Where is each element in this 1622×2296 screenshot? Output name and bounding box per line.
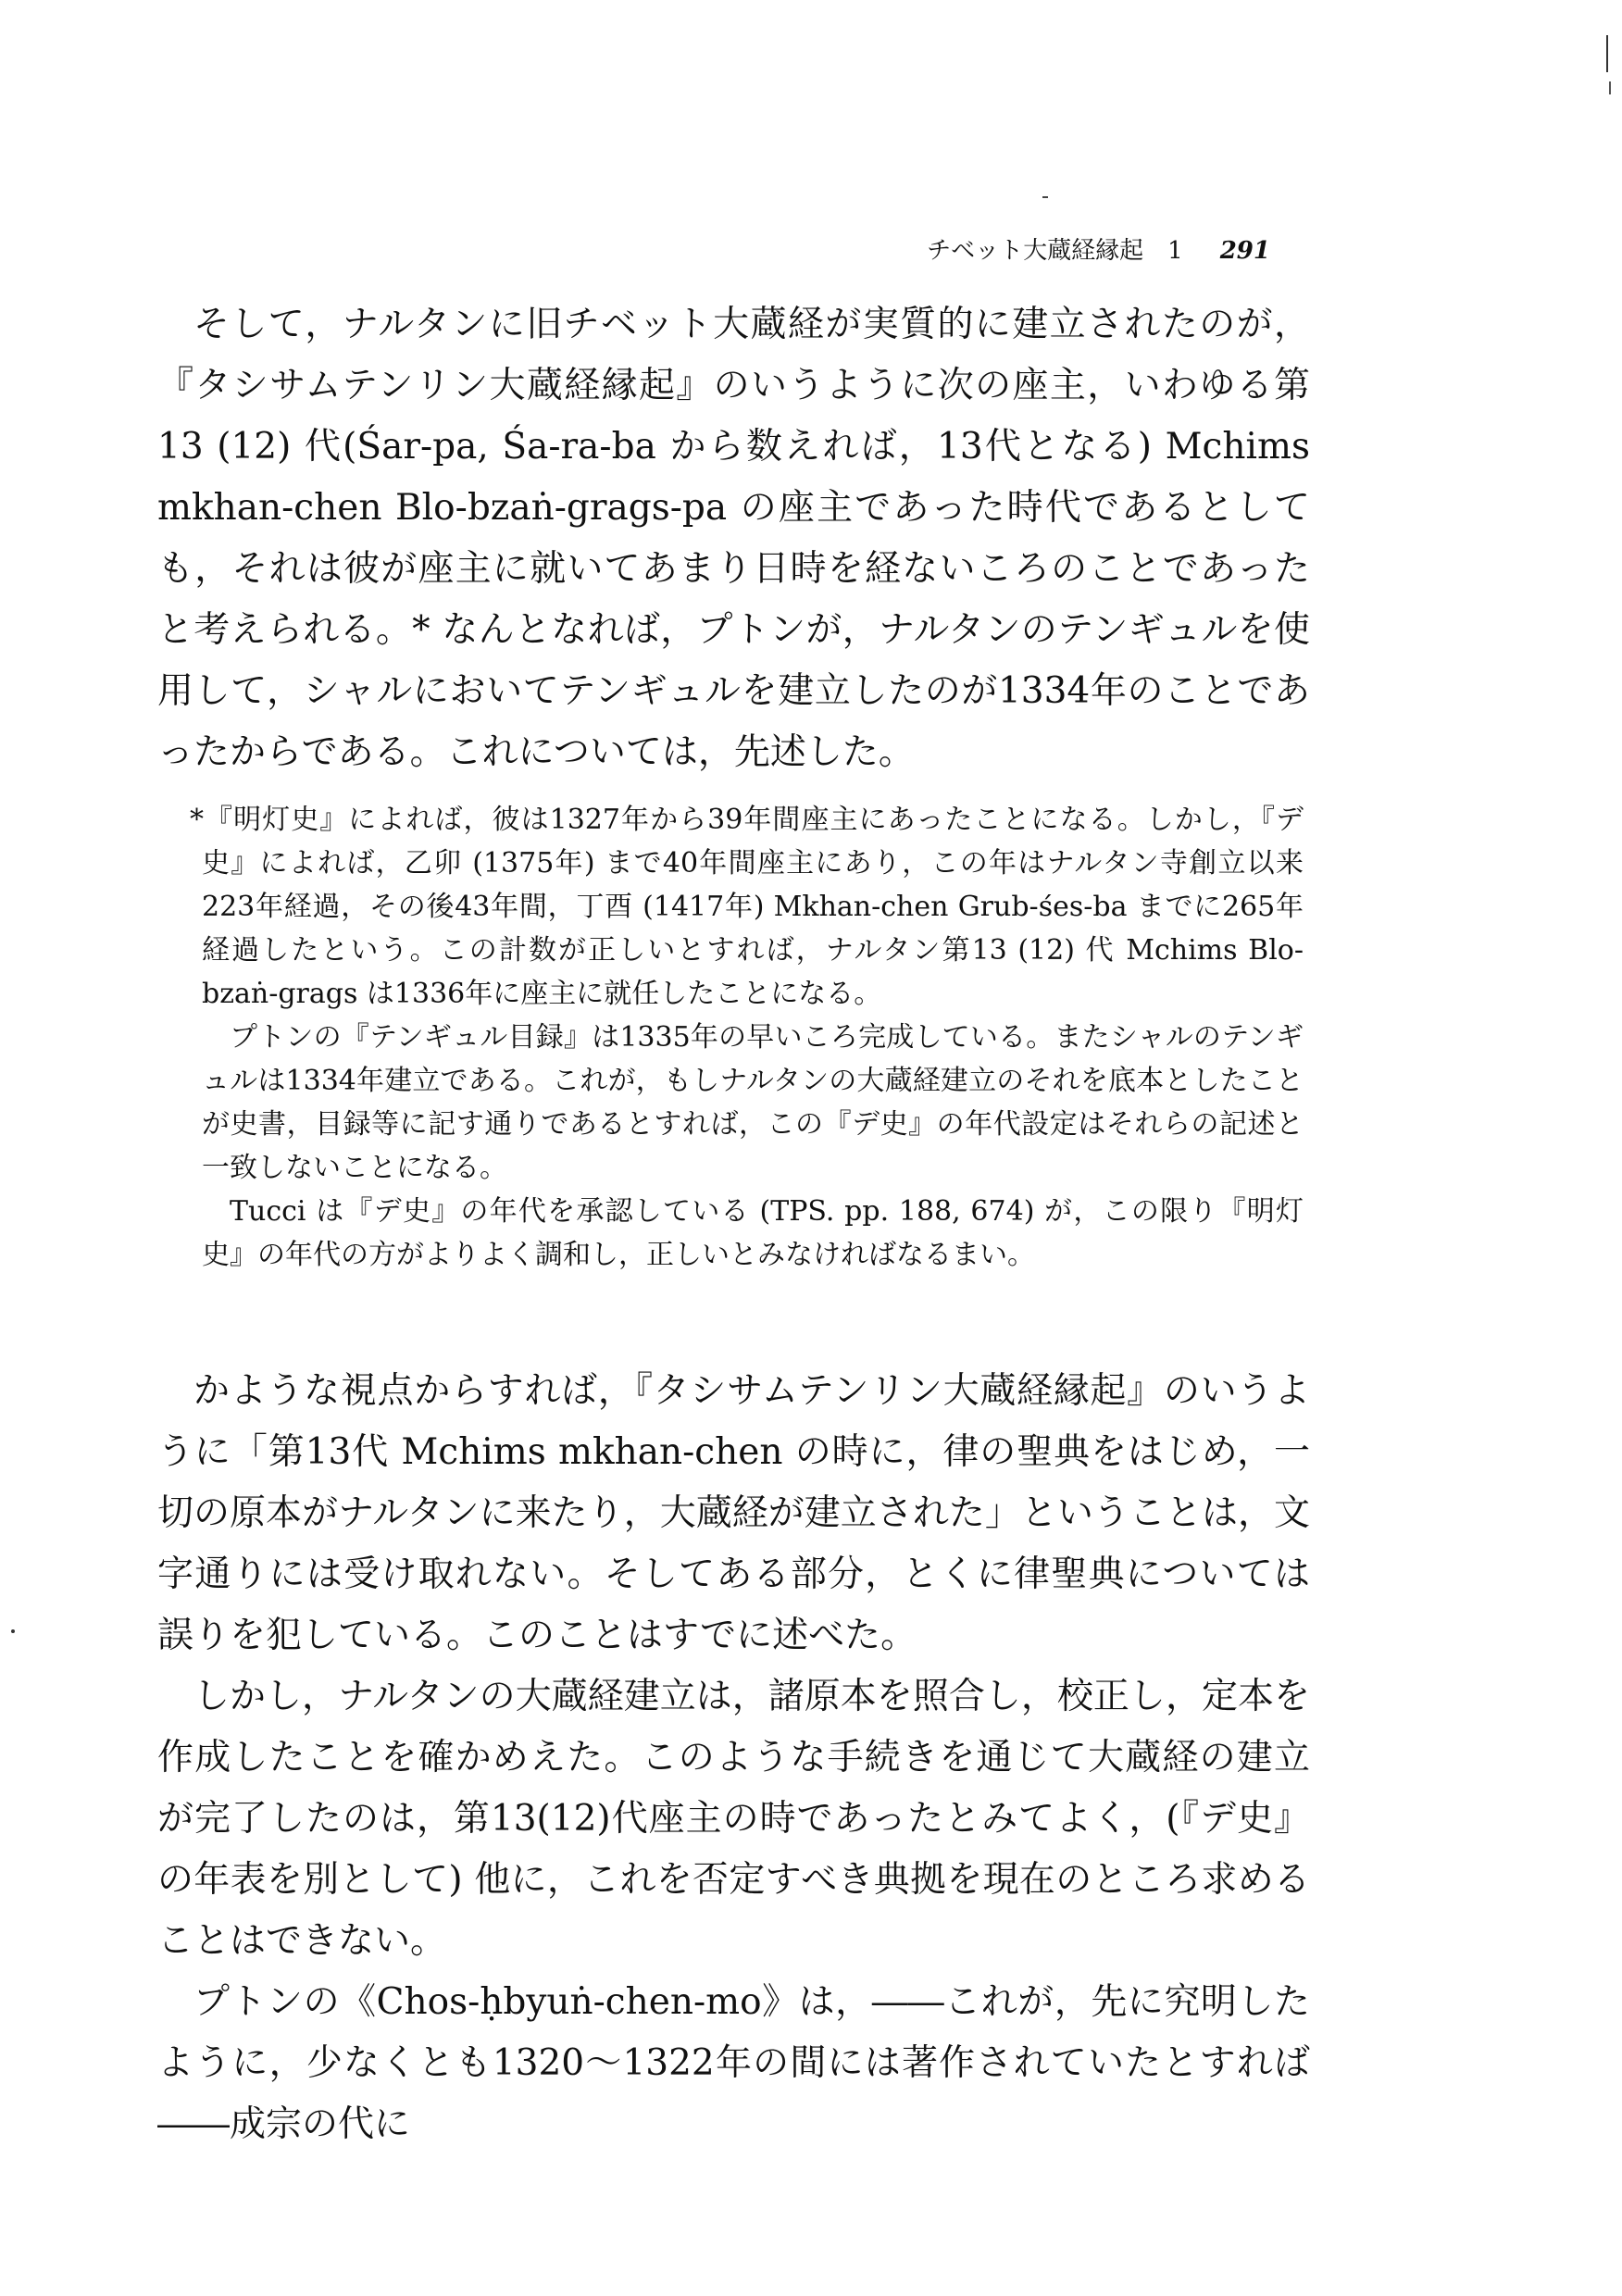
footnote-paragraph: *『明灯史』によれば，彼は1327年から39年間座主にあったことになる。しかし，『デ史』によれば，乙卯 (1375年) まで40年間座主にあり，この年はナルタン寺創立以来223年経過，その後43年間，丁酉 (1417年) Mkhan-chen Grub-śes-ba までに265年経過したという。この計数が正しいとすれば，ナルタン第13 (12) 代 Mchims Blo-bzaṅ-grags は1336年に座主に就任したことになる。 [190, 804, 1304, 1010]
scan-mark [1042, 196, 1048, 198]
scan-mark [1606, 35, 1608, 72]
paragraph: そして，ナルタンに旧チベット大蔵経が実質的に建立されたのが，『タシサムテンリン大蔵経縁起』のいうように次の座主，いわゆる第13 (12) 代(Śar-pa, Śa-ra-ba から数えれば，13代となる) Mchims mkhan-chen Blo-bzaṅ-grags-pa の座主であった時代であるとしても，それは彼が座主に就いてあまり日時を経ないころのことであったと考えられる。* なんとなれば，プトンが，ナルタンのテンギュルを使用して，シャルにおいてテンギュルを建立したのが1334年のことであったからである。これについては，先述した。 [157, 304, 1310, 773]
scan-mark [1609, 81, 1611, 94]
body-text-upper [157, 294, 1310, 783]
footnote-block [190, 798, 1304, 1277]
scan-speck [11, 1629, 15, 1633]
running-title: チベット大蔵経縁起 1 [927, 237, 1183, 265]
paragraph: プトンの《Chos-ḥbyuṅ-chen-mo》は，――これが，先に究明したように，少なくとも1320～1322年の間には著作されていたとすれば――成宗の代に [157, 1981, 1310, 2145]
paragraph: かような視点からすれば，『タシサムテンリン大蔵経縁起』のいうように「第13代 Mchims mkhan-chen の時に，律の聖典をはじめ，一切の原本がナルタンに来たり，大蔵経が建立された」ということは，文字通りには受け取れない。そしてある部分，とくに律聖典については誤りを犯している。このことはすでに述べた。 [157, 1370, 1310, 1656]
footnote-paragraph: Tucci は『デ史』の年代を承認している (TPS. pp. 188, 674) が，この限り『明灯史』の年代の方がよりよく調和し，正しいとみなければなるまい。 [202, 1195, 1304, 1271]
footnote-paragraph: プトンの『テンギュル目録』は1335年の早いころ完成している。またシャルのテンギュルは1334年建立である。これが，もしナルタンの大蔵経建立のそれを底本としたことが史書，目録等に記す通りであるとすれば，この『デ史』の年代設定はそれらの記述と一致しないことになる。 [202, 1021, 1304, 1184]
paragraph: しかし，ナルタンの大蔵経建立は，諸原本を照合し，校正し，定本を作成したことを確かめえた。このような手続きを通じて大蔵経の建立が完了したのは，第13(12)代座主の時であったとみてよく，(『デ史』の年表を別として) 他に，これを否定すべき典拠を現在のところ求めることはできない。 [157, 1676, 1310, 1962]
page-number: 291 [1219, 237, 1270, 265]
body-text-lower [157, 1361, 1310, 2155]
running-header [884, 231, 1270, 266]
